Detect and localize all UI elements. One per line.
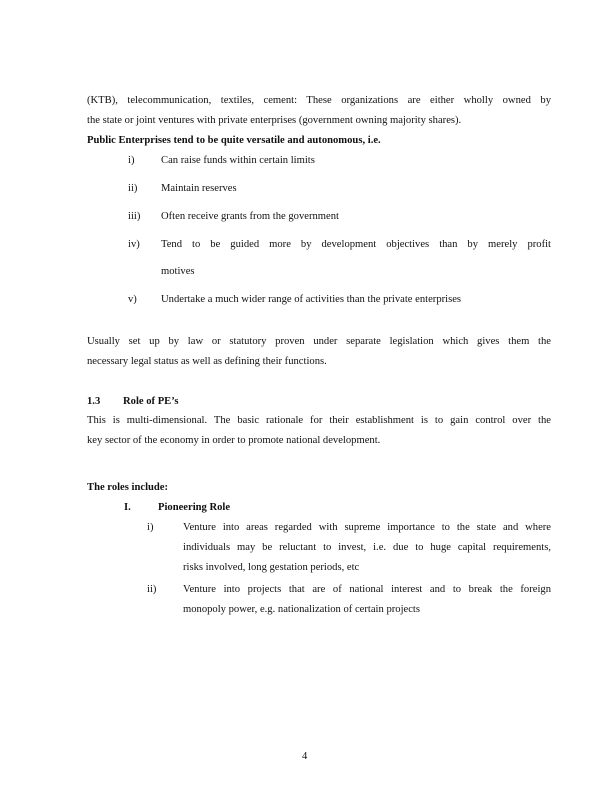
list-item: Venture into areas regarded with supreme importance to the state and where (183, 522, 551, 533)
list-item: Maintain reserves (161, 183, 237, 194)
list-item: Often receive grants from the government (161, 211, 339, 222)
list-item-continued: motives (161, 266, 195, 277)
section-para-line: This is multi-dimensional. The basic rationale for their establishment is to gain control over the (87, 415, 551, 426)
role-number: I. (124, 502, 131, 513)
list-item: Venture into projects that are of national interest and to break the foreign (183, 584, 551, 595)
list-item: Can raise funds within certain limits (161, 155, 315, 166)
section-title: Role of PE’s (123, 396, 179, 407)
list-item: monopoly power, e.g. nationalization of certain projects (183, 604, 420, 615)
role-title: Pioneering Role (158, 502, 231, 513)
page-number: 4 (302, 751, 308, 762)
list-number: i) (128, 155, 135, 166)
section-number: 1.3 (87, 396, 101, 407)
pe-heading: Public Enterprises tend to be quite versatile and autonomous, i.e. (87, 135, 381, 146)
list-item: Undertake a much wider range of activities than the private enterprises (161, 294, 462, 305)
list-number: iv) (128, 239, 140, 250)
legal-line: necessary legal status as well as defining their functions. (87, 356, 327, 367)
list-item: Tend to be guided more by development objectives than by merely profit (161, 239, 551, 250)
list-number: ii) (128, 183, 138, 194)
list-number: iii) (128, 211, 141, 222)
list-item: risks involved, long gestation periods, etc (183, 562, 360, 573)
intro-line: the state or joint ventures with private enterprises (government owning majority shares). (87, 115, 462, 126)
list-item: individuals may be reluctant to invest, i.e. due to huge capital requirements, (183, 542, 551, 553)
section-para-line: key sector of the economy in order to promote national development. (87, 435, 381, 446)
intro-line: (KTB), telecommunication, textiles, cement: These organizations are either wholly owned by (87, 95, 551, 106)
roles-heading: The roles include: (87, 482, 169, 493)
legal-line: Usually set up by law or statutory proven under separate legislation which gives them the (87, 336, 551, 347)
list-number: v) (128, 294, 137, 305)
list-number: i) (147, 522, 154, 533)
list-number: ii) (147, 584, 157, 595)
